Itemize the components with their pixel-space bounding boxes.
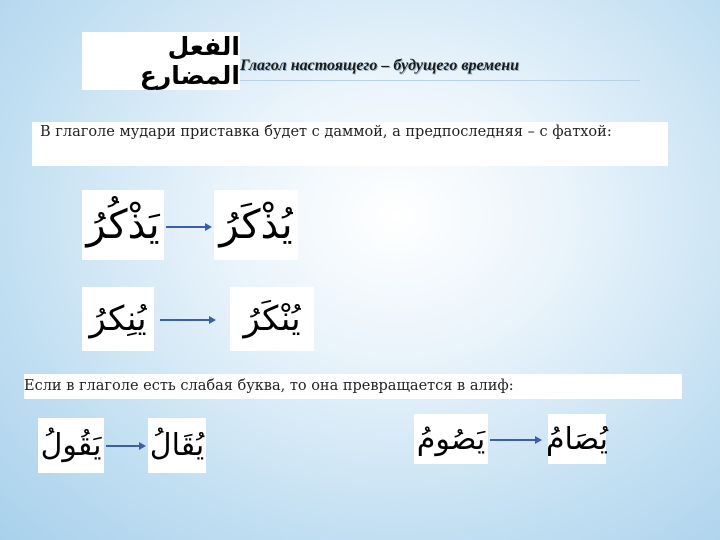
rule-text-1: В глаголе мудари приставка будет с даммой, а предпоследняя – с фатхой: xyxy=(32,122,668,166)
example-2-to: يُنْكَرُ xyxy=(230,287,314,351)
slide-title: Глагол настоящего – будущего времени xyxy=(240,57,520,74)
title-underline xyxy=(240,80,640,81)
title-arabic: الفعل المضارع xyxy=(82,32,240,90)
rule-text-2: Если в глаголе есть слабая буква, то она превращается в алиф: xyxy=(24,374,682,399)
arrow-right-icon xyxy=(106,441,146,451)
weak-example-2-from: يَصُومُ xyxy=(414,414,488,464)
arrow-right-icon xyxy=(490,435,542,445)
weak-example-2-to: يُصَامُ xyxy=(548,414,606,464)
arrow-right-icon xyxy=(166,222,212,232)
weak-example-1-to: يُقَالُ xyxy=(148,418,206,473)
weak-example-1-from: يَقُولُ xyxy=(38,418,104,473)
example-2-from: يُنِكرُ xyxy=(82,287,154,351)
example-1-to: يُذْكَرُ xyxy=(214,190,298,260)
arrow-right-icon xyxy=(160,315,216,325)
example-1-from: يَذْكُرُ xyxy=(82,190,164,260)
